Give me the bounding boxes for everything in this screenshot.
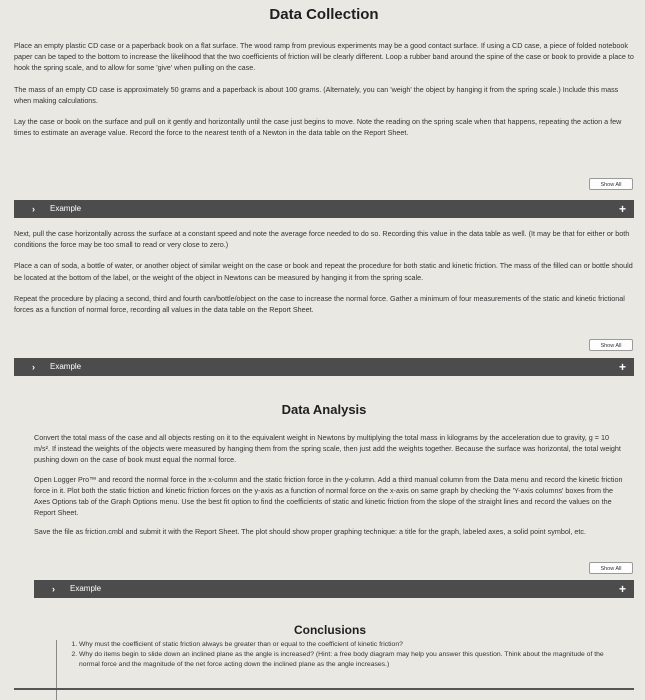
example-label: Example — [70, 584, 102, 593]
data-collection-body — [14, 40, 634, 138]
paragraph: Next, pull the case horizontally across the surface at a constant speed and note the average force needed to do so. Recording this value in the data table as well. (It may be that for either or both conditions the force may be too small to read or very close to zero.) — [14, 229, 630, 250]
question-item: 1. Why must the coefficient of static friction always be greater than or equal to the coefficient of kinetic friction? — [79, 640, 626, 650]
paragraph: Place an empty plastic CD case or a paperback book on a flat surface. The wood ramp from previous experiments may be a good contact surface. If using a CD case, a piece of folded notebook paper can be taped to the bottom to increase the likelihood that the two coefficients of friction will be clearly different. Loop a rubber band around the spine of the case or book to provide a place to hook the spring scale, and to allow for some 'give' when pulling on the case. — [14, 41, 634, 73]
paragraph: Open Logger Pro™ and record the normal force in the x-column and the static friction force in the y-column. Add a third manual column from the Data menu and record the kinetic friction force in it. Plot both the static friction and kinetic friction forces on the y-axis as a function of normal force on the x-axis on same graph by checking the 'Y-axis columns' boxes from the Axes Options tab of the Graph Options menu. Use the best fit option to find the coefficients of static and kinetic friction from the slope of the straight lines and record the values on the Report Sheet. — [34, 474, 623, 518]
question-item: 2. Why do items begin to slide down an inclined plane as the angle is increased? (Hint: a free body diagram may help you answer this question. Think about the magnitude of the normal force and the magnitude of the net force acting down the inclined plane as the angle increases.) — [79, 650, 626, 670]
paragraph: Repeat the procedure by placing a second, third and fourth can/bottle/object on the case to increase the normal force. Gather a minimum of four measurements of the static and kinetic frictional forces as a function of normal force, recording all values in the data table on the Report Sheet. — [14, 293, 625, 315]
example-expander[interactable] — [14, 358, 634, 376]
chevron-right-icon: › — [32, 204, 35, 214]
paragraph: Convert the total mass of the case and all objects resting on it to the equivalent weight in Newtons by multiplying the total mass in kilograms by the acceleration due to gravity, g = 10 m/s². If instead the weights of the objects were measured by hanging them from the spring scale, then just add the weights together. Because the surface was horizontal, the total weight pushing down on the case of book must equal the normal force. — [34, 433, 621, 465]
chevron-right-icon: › — [52, 584, 55, 594]
data-collection-body-2 — [14, 228, 634, 315]
paragraph: Lay the case or book on the surface and pull on it gently and horizontally until the case just begins to move. Note the reading on the spring scale when that happens, repeating the action a few times to estimate an average value. Record the force to the nearest tenth of a Newton in the data table on the Report Sheet. — [14, 117, 622, 138]
data-analysis-title: Data Analysis — [281, 402, 367, 417]
chevron-right-icon: › — [32, 362, 35, 372]
paragraph: Place a can of soda, a bottle of water, or another object of similar weight on the case or book and repeat the procedure for both static and kinetic friction. The mass of the filled can or bottle should be located at the bottom of the label, or the weight of the object in Newtons can be measured by hanging it from the spring scale. — [14, 261, 633, 282]
paragraph: The mass of an empty CD case is approximately 50 grams and a paperback is about 100 grams. (Alternately, you can 'weigh' the object by hanging it from the spring scale.) Include this mass when making calculations. — [14, 84, 619, 105]
data-analysis-body — [34, 432, 624, 538]
example-expander[interactable] — [34, 580, 634, 598]
show-all-button[interactable]: Show All — [589, 562, 633, 574]
example-expander[interactable] — [14, 200, 634, 218]
conclusions-questions — [56, 640, 626, 700]
conclusions-title: Conclusions — [293, 623, 366, 637]
plus-icon[interactable]: + — [618, 360, 626, 374]
data-collection-title: Data Collection — [269, 6, 379, 23]
show-all-button[interactable]: Show All — [589, 339, 633, 351]
plus-icon[interactable]: + — [618, 202, 626, 216]
example-label: Example — [50, 204, 82, 213]
example-label: Example — [50, 362, 82, 371]
paragraph: Save the file as friction.cmbl and submit it with the Report Sheet. The plot should show proper graphing technique: a title for the graph, labeled axes, a solid point symbol, etc. — [34, 527, 587, 537]
show-all-button[interactable]: Show All — [589, 178, 633, 190]
plus-icon[interactable]: + — [618, 582, 626, 596]
divider — [14, 688, 634, 690]
